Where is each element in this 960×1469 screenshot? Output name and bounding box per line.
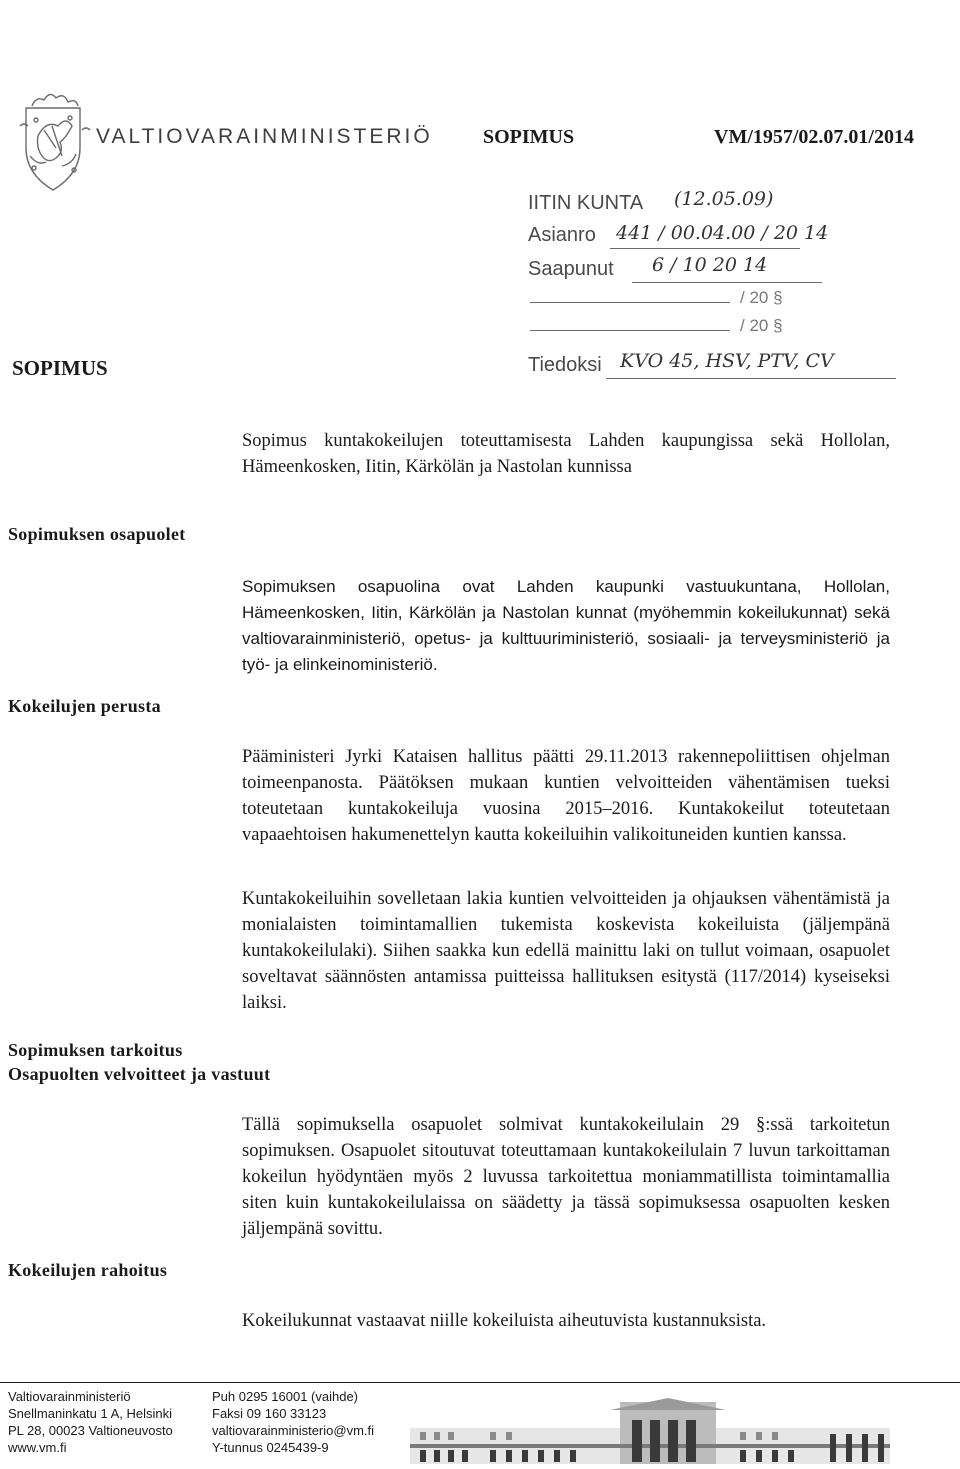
stamp-municipality: IITIN KUNTA [528,192,644,214]
intro-paragraph: Sopimus kuntakokeilujen toteuttamisesta Lahden kaupungissa sekä Hollolan, Hämeenkosken, Iitin, Kärkölän ja Nastolan kunnissa [242,431,890,477]
stamp-line-suffix: / 20 § [740,316,783,335]
footer-org-name: Valtiovarainministeriö [8,1389,131,1404]
footer-divider [0,1382,960,1383]
stamp-handwritten-info: KVO 45, HSV, PTV, CV [620,350,834,372]
section-label-basis: Kokeilujen perusta [8,696,161,716]
stamp-received-label: Saapunut [528,258,614,280]
footer-address [8,1388,173,1456]
footer-street: Snellmaninkatu 1 A, Helsinki [8,1406,173,1421]
section-label-obligations: Osapuolten velvoitteet ja vastuut [8,1064,271,1084]
basis-paragraph-2: Kuntakokeiluihin sovelletaan lakia kuntien velvoitteiden ja ohjauksen vähentämistä ja monialaisten toimintamallien tukemista koskevista kokeiluista (jäljempänä kuntakokeilulaki). Siihen saakka kun edellä mainittu laki on tullut voimaan, osapuolet soveltavat säännösten antamissa puitteissa hallituksen esitystä (117/2014) kyseiseksi laiksi. [242,889,890,1013]
stamp-rule [632,282,822,283]
footer-contact [212,1388,374,1456]
section-label-funding: Kokeilujen rahoitus [8,1260,168,1280]
stamp-case-label: Asianro [528,224,596,246]
stamp-rule [530,330,730,331]
stamp-handwritten-received: 6 / 10 20 14 [652,254,768,276]
footer-phone: Puh 0295 16001 (vaihde) [212,1389,359,1404]
stamp-handwritten-case: 441 / 00.04.00 / 20 14 [616,222,829,244]
footer-postal: PL 28, 00023 Valtioneuvosto [8,1423,173,1438]
section-label-parties: Sopimuksen osapuolet [8,524,186,544]
stamp-rule [530,302,730,303]
parties-paragraph: Sopimuksen osapuolina ovat Lahden kaupunki vastuukuntana, Hollolan, Hämeenkosken, Iitin, Kärkölän ja Nastolan kunnat (myöhemmin kokeilukunnat) sekä valtiovarainministeriö, opetus- ja kulttuuriministeriö, sosiaali- ja terveysministeriö ja työ- ja elinkeinoministeriö. [242,577,890,674]
document-type: SOPIMUS [483,126,575,148]
stamp-rule [606,378,896,379]
section-label-purpose: Sopimuksen tarkoitus [8,1040,183,1060]
footer-email: valtiovarainministerio@vm.fi [212,1423,375,1438]
stamp-rule [610,248,800,249]
stamp-line-suffix: / 20 § [740,288,783,307]
document-title: SOPIMUS [12,356,108,380]
footer-business-id: Y-tunnus 0245439-9 [212,1440,329,1455]
ministry-building-image [410,1398,890,1464]
coat-of-arms-logo [16,86,94,196]
ministry-name: VALTIOVARAINMINISTERIÖ [96,125,433,148]
footer-fax: Faksi 09 160 33123 [212,1406,327,1421]
purpose-paragraph: Tällä sopimuksella osapuolet solmivat kuntakokeilulain 29 §:ssä tarkoitetun sopimuksen. Osapuolet sitoutuvat toteuttamaan kuntakokeilulain 7 luvun tarkoittaman kokeilun hyödyntäen myös 2 luvussa tarkoitettua moniammatillista toimintamallia siten kuin kuntakokeilulaissa on säädetty ja tässä sopimuksessa osapuolten kesken jäljempänä sovittu. [242,1115,890,1239]
funding-paragraph: Kokeilukunnat vastaavat niille kokeiluista aiheutuvista kustannuksista. [242,1311,767,1331]
basis-paragraph-1: Pääministeri Jyrki Kataisen hallitus päätti 29.11.2013 rakennepoliittisen ohjelman toimeenpanosta. Päätöksen mukaan kuntien velvoitteiden vähentämisen tueksi toteutetaan kuntakokeiluja vuosina 2015–2016. Kuntakokeilut toteutetaan vapaaehtoisen hakumenettelyn kautta kokeiluihin valikoituneiden kuntien kanssa. [242,747,890,845]
document-number: VM/1957/02.07.01/2014 [714,126,914,148]
received-stamp [528,188,908,403]
stamp-handwritten-date: (12.05.09) [674,188,774,210]
stamp-info-label: Tiedoksi [528,354,602,376]
footer-website: www.vm.fi [8,1440,67,1455]
